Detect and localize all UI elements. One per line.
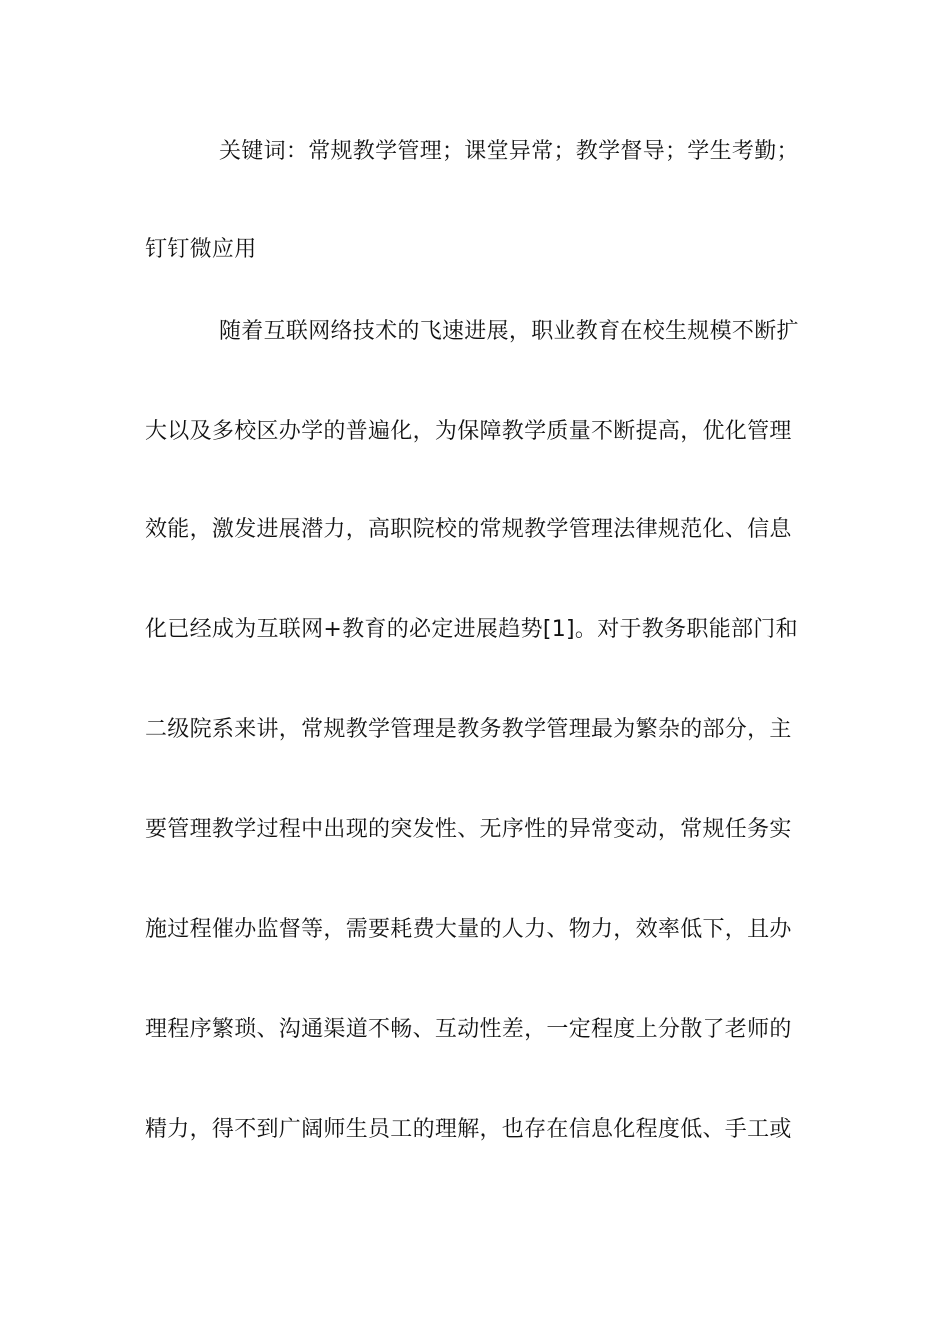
paragraph-line: 随着互联网络技术的飞速进展，职业教育在校生规模不断扩 (219, 319, 799, 344)
paragraph-line: 效能，激发进展潜力，高职院校的常规教学管理法律规范化、信息 (145, 517, 792, 542)
paragraph-line: 理程序繁琐、沟通渠道不畅、互动性差，一定程度上分散了老师的 (145, 1017, 792, 1042)
paragraph-line: 大以及多校区办学的普遍化，为保障教学质量不断提高，优化管理 (145, 419, 792, 444)
keywords-line-continued: 钉钉微应用 (145, 237, 257, 262)
paragraph-line: 施过程催办监督等，需要耗费大量的人力、物力，效率低下，且办 (145, 917, 792, 942)
paragraph-line: 二级院系来讲，常规教学管理是教务教学管理最为繁杂的部分，主 (145, 717, 792, 742)
paragraph-line: 化已经成为互联网+教育的必定进展趋势[1]。对于教务职能部门和 (145, 617, 798, 642)
paragraph-line: 要管理教学过程中出现的突发性、无序性的异常变动，常规任务实 (145, 817, 792, 842)
paragraph-line: 精力，得不到广阔师生员工的理解，也存在信息化程度低、手工或 (145, 1117, 792, 1142)
keywords-line: 关键词：常规教学管理；课堂异常；教学督导；学生考勤； (219, 139, 799, 164)
